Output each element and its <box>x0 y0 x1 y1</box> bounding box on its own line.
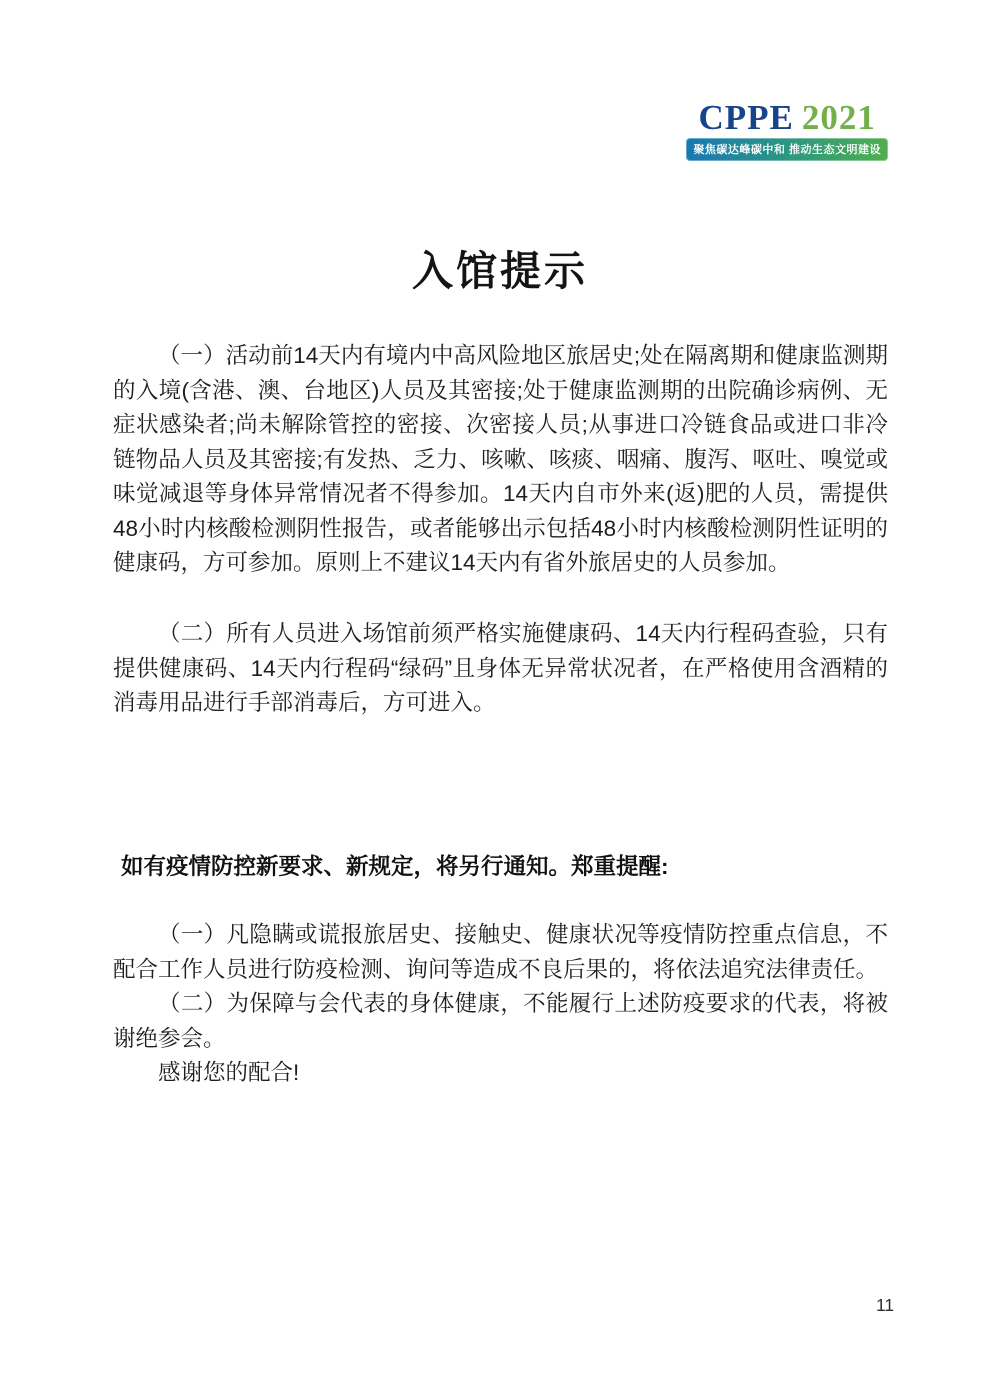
notice-paragraph-2: （二）为保障与会代表的身体健康，不能履行上述防疫要求的代表，将被谢绝参会。 <box>113 991 888 1051</box>
entry-rules-paragraph-1 <box>113 339 888 581</box>
page-title: 入馆提示 <box>412 248 588 294</box>
thanks-line: 感谢您的配合! <box>158 1060 300 1085</box>
event-logo <box>686 100 888 161</box>
logo-brand-text: CPPE <box>698 98 794 137</box>
notice-block <box>113 918 888 1091</box>
logo-wordmark <box>686 100 888 136</box>
paragraph-text: （一）活动前14天内有境内中高风险地区旅居史;处在隔离期和健康监测期的入境(含港、澳、台地区)人员及其密接;处于健康监测期的出院确诊病例、无症状感染者;尚未解除管控的密接、次密接人员;从事进口冷链食品或进口非冷链物品人员及其密接;有发热、乏力、咳嗽、咳痰、咽痛、腹泻、呕吐、嗅觉或味觉减退等身体异常情况者不得参加。14天内自市外来(返)肥的人员，需提供48小时内核酸检测阴性报告，或者能够出示包括48小时内核酸检测阴性证明的健康码，方可参加。原则上不建议14天内有省外旅居史的人员参加。 <box>113 343 888 575</box>
logo-slogan-banner: 聚焦碳达峰碳中和 推动生态文明建设 <box>686 138 888 161</box>
entry-rules-paragraph-2 <box>113 617 888 721</box>
page-number: 11 <box>876 1295 895 1315</box>
notice-paragraph-1: （一）凡隐瞒或谎报旅居史、接触史、健康状况等疫情防控重点信息，不配合工作人员进行防疫检测、询问等造成不良后果的，将依法追究法律责任。 <box>113 922 888 982</box>
reminder-heading: 如有疫情防控新要求、新规定，将另行通知。郑重提醒: <box>121 854 669 879</box>
paragraph-text: （二）所有人员进入场馆前须严格实施健康码、14天内行程码查验，只有提供健康码、14天内行程码“绿码”且身体无异常状况者，在严格使用含酒精的消毒用品进行手部消毒后，方可进入。 <box>113 621 888 715</box>
logo-year-text: 2021 <box>801 98 876 137</box>
